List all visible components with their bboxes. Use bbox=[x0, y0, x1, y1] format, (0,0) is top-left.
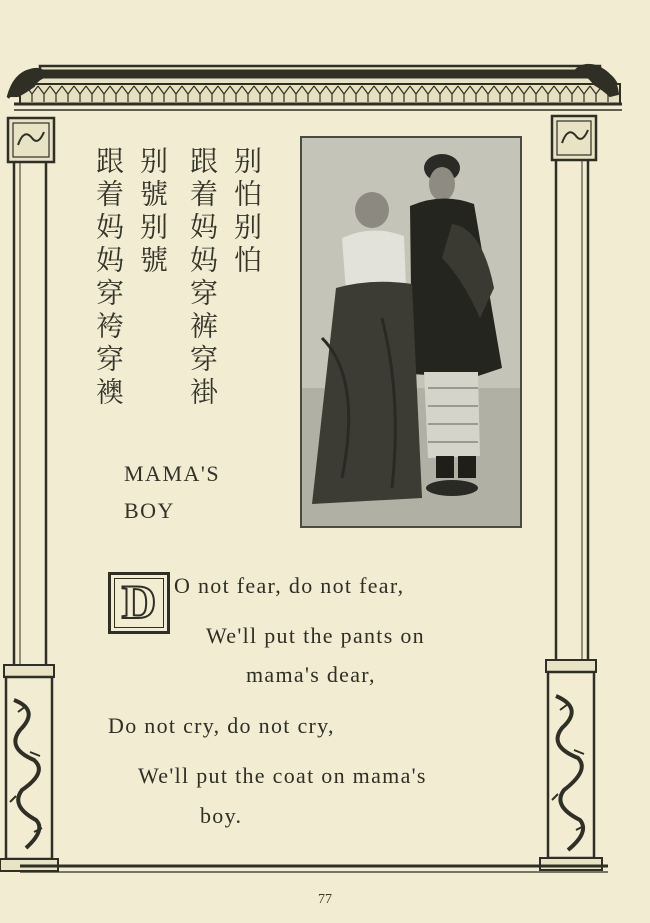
drop-cap bbox=[108, 572, 170, 634]
chinese-verse-col-1: 别怕别怕 bbox=[230, 146, 263, 278]
photo-figures bbox=[302, 138, 520, 526]
frame-base bbox=[20, 866, 608, 872]
drop-cap-letter: D bbox=[114, 578, 164, 628]
poem-line-1: O not fear, do not fear, bbox=[174, 573, 405, 598]
poem-line-2: We'll put the pants on bbox=[206, 623, 425, 648]
poem-line-6: boy. bbox=[200, 803, 243, 828]
poem-title-line-2: BOY bbox=[124, 498, 175, 523]
left-column bbox=[0, 118, 58, 871]
photograph-mother-and-child bbox=[300, 136, 522, 528]
poem-line-5: We'll put the coat on mama's bbox=[138, 763, 427, 788]
poem-title bbox=[124, 455, 220, 529]
page-number: 77 bbox=[318, 892, 332, 907]
poem-line-3: mama's dear, bbox=[246, 662, 376, 687]
poem-line-4: Do not cry, do not cry, bbox=[108, 713, 335, 738]
chinese-verse-col-2: 跟着妈妈穿裤穿褂 bbox=[186, 146, 219, 410]
chinese-verse-col-4: 跟着妈妈穿袴穿襖 bbox=[92, 146, 125, 410]
chinese-verse-col-3: 别號别號 bbox=[136, 146, 169, 278]
right-column bbox=[540, 116, 602, 870]
poem-title-line-1: MAMA'S bbox=[124, 461, 221, 486]
